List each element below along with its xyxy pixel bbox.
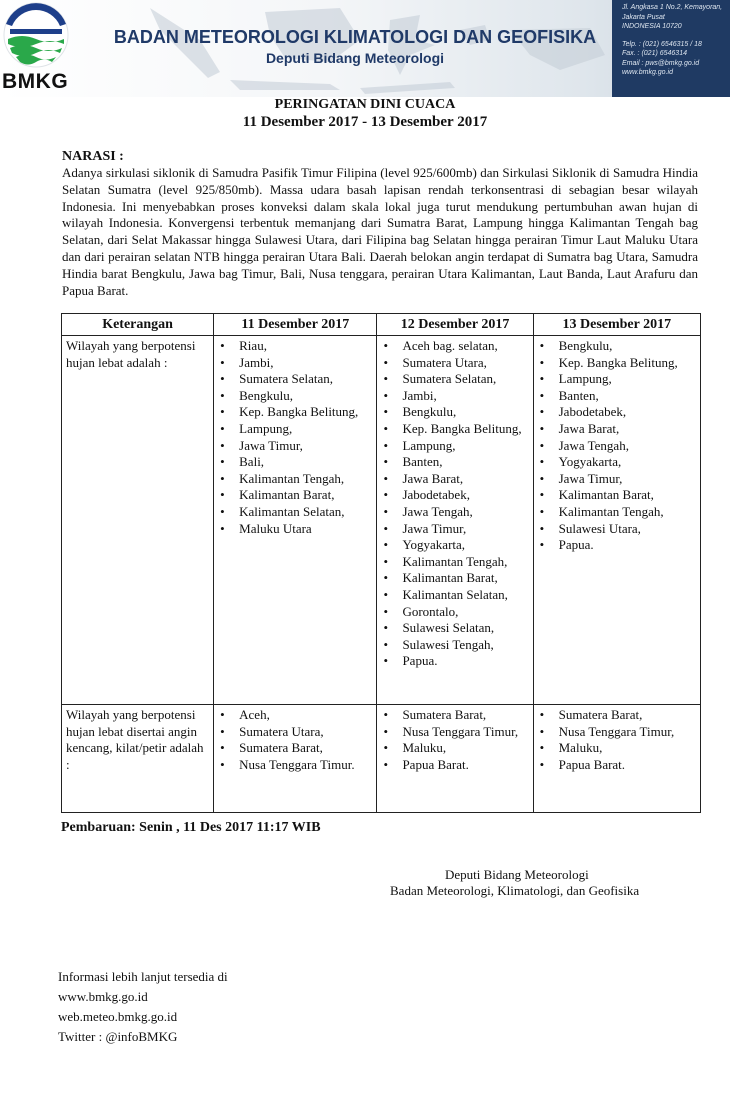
list-item: • Bengkulu, xyxy=(538,338,696,355)
header-day1: 11 Desember 2017 xyxy=(214,314,377,336)
twitter-handle[interactable]: Twitter : @infoBMKG xyxy=(58,1029,178,1044)
list-item: • Bali, xyxy=(218,454,372,471)
table-row xyxy=(62,705,701,813)
address-line: Jakarta Pusat xyxy=(622,13,665,21)
list-item: • Jawa Timur, xyxy=(381,521,528,538)
list-item: • Sumatera Utara, xyxy=(381,355,528,372)
list-item: • Sumatera Selatan, xyxy=(218,371,372,388)
header-day3: 13 Desember 2017 xyxy=(533,314,700,336)
list-item: • Kep. Bangka Belitung, xyxy=(218,404,372,421)
signature-org: Badan Meteorologi, Klimatologi, dan Geofisika xyxy=(390,883,640,898)
list-item: • Aceh bag. selatan, xyxy=(381,338,528,355)
document-date-range: 11 Desember 2017 - 13 Desember 2017 xyxy=(242,114,488,130)
more-info xyxy=(58,967,228,1047)
web-line: www.bmkg.go.id xyxy=(622,69,673,76)
list-item: • Jabodetabek, xyxy=(538,404,696,421)
list-item: • Maluku, xyxy=(381,740,528,757)
list-item: • Banten, xyxy=(538,388,696,405)
org-subtitle: Deputi Bidang Meteorologi xyxy=(265,50,445,66)
header-day2: 12 Desember 2017 xyxy=(377,314,533,336)
list-item: • Jawa Timur, xyxy=(218,438,372,455)
update-timestamp: Pembaruan: Senin , 11 Des 2017 11:17 WIB xyxy=(61,820,321,835)
list-item: • Papua Barat. xyxy=(538,757,696,774)
list-item: • Kalimantan Tengah, xyxy=(218,471,372,488)
meteo-website-link[interactable]: web.meteo.bmkg.go.id xyxy=(58,1009,178,1024)
day3-regions xyxy=(533,336,700,705)
day2-regions xyxy=(377,705,533,813)
indonesia-map-watermark xyxy=(90,0,610,97)
telp-line: Telp. : (021) 6546315 / 18 xyxy=(622,40,702,48)
list-item: • Jabodetabek, xyxy=(381,487,528,504)
list-item: • Jawa Tengah, xyxy=(538,438,696,455)
list-item: • Maluku Utara xyxy=(218,521,372,538)
row-description: Wilayah yang berpotensi hujan lebat disertai angin kencang, kilat/petir adalah : xyxy=(62,705,214,813)
list-item: • Sumatera Utara, xyxy=(218,724,372,741)
row-description: Wilayah yang berpotensi hujan lebat adalah : xyxy=(62,336,214,705)
list-item: • Jambi, xyxy=(218,355,372,372)
list-item: • Yogyakarta, xyxy=(538,454,696,471)
list-item: • Kalimantan Barat, xyxy=(538,487,696,504)
address-line: Jl. Angkasa 1 No.2, Kemayoran, xyxy=(622,4,723,11)
list-item: • Sulawesi Tengah, xyxy=(381,637,528,654)
list-item: • Nusa Tenggara Timur. xyxy=(218,757,372,774)
list-item: • Kalimantan Selatan, xyxy=(218,504,372,521)
list-item: • Kalimantan Selatan, xyxy=(381,587,528,604)
list-item: • Sulawesi Utara, xyxy=(538,521,696,538)
info-line: Informasi lebih lanjut tersedia di xyxy=(58,969,228,984)
day3-regions xyxy=(533,705,700,813)
day2-regions xyxy=(377,336,533,705)
list-item: • Nusa Tenggara Timur, xyxy=(538,724,696,741)
org-name: BADAN METEOROLOGI KLIMATOLOGI DAN GEOFISIKA xyxy=(113,27,597,47)
list-item: • Jambi, xyxy=(381,388,528,405)
list-item: • Kep. Bangka Belitung, xyxy=(381,421,528,438)
day1-regions xyxy=(214,336,377,705)
list-item: • Lampung, xyxy=(538,371,696,388)
list-item: • Jawa Timur, xyxy=(538,471,696,488)
list-item: • Maluku, xyxy=(538,740,696,757)
list-item: • Kalimantan Barat, xyxy=(381,570,528,587)
list-item: • Papua. xyxy=(381,653,528,670)
header-keterangan: Keterangan xyxy=(62,314,214,336)
day1-regions xyxy=(214,705,377,813)
list-item: • Sumatera Barat, xyxy=(381,707,528,724)
logo-text: BMKG xyxy=(2,70,69,93)
fax-line: Fax. : (021) 6546314 xyxy=(622,50,687,57)
list-item: • Gorontalo, xyxy=(381,604,528,621)
list-item: • Lampung, xyxy=(218,421,372,438)
list-item: • Papua Barat. xyxy=(381,757,528,774)
list-item: • Sulawesi Selatan, xyxy=(381,620,528,637)
website-link[interactable]: www.bmkg.go.id xyxy=(58,989,148,1004)
document-title: PERINGATAN DINI CUACA xyxy=(274,97,456,112)
list-item: • Bengkulu, xyxy=(381,404,528,421)
list-item: • Aceh, xyxy=(218,707,372,724)
table-header-row xyxy=(62,314,701,336)
signature-title: Deputi Bidang Meteorologi xyxy=(445,867,589,882)
warning-table xyxy=(61,313,701,813)
list-item: • Jawa Barat, xyxy=(538,421,696,438)
list-item: • Bengkulu, xyxy=(218,388,372,405)
narasi-text: Adanya sirkulasi siklonik di Samudra Pasifik Timur Filipina (level 925/600mb) dan Sirkulasi Siklonik di Samudra Hindia Selatan Sumatra (level 925/850mb). Massa udara basah lapisan rendah terkonsentrasi di sebagian besar wilayah Indonesia. Ini menyebabkan proses konveksi dalam skala lokal juga turut mendukung pertumbuhan awan hujan di wilayah Indonesia. Konvergensi terbentuk memanjang dari Sumatra Barat, Lampung hingga Kalimantan Tengah bag Selatan, dari Selat Makassar hingga Sulawesi Utara, dari Filipina bag Selatan hingga perairan Timur Laut Maluku Utara dan dari perairan selatan NTB hingga perairan Utara Bali. Daerah belokan angin terdapat di Sumatra bag Utara, Samudra Hindia barat Bengkulu, Jawa bag Timur, Bali, Nusa tenggara, perairan Utara Kalimantan, Laut Banda, Laut Arafuru dan Papua Barat. xyxy=(62,165,698,298)
email-line: Email : pws@bmkg.go.id xyxy=(622,59,700,67)
table-row xyxy=(62,336,701,705)
list-item: • Banten, xyxy=(381,454,528,471)
list-item: • Riau, xyxy=(218,338,372,355)
list-item: • Lampung, xyxy=(381,438,528,455)
list-item: • Yogyakarta, xyxy=(381,537,528,554)
list-item: • Kalimantan Barat, xyxy=(218,487,372,504)
list-item: • Kalimantan Tengah, xyxy=(381,554,528,571)
address-line: INDONESIA 10720 xyxy=(622,23,682,30)
list-item: • Jawa Barat, xyxy=(381,471,528,488)
list-item: • Sumatera Barat, xyxy=(538,707,696,724)
list-item: • Sumatera Barat, xyxy=(218,740,372,757)
letterhead xyxy=(0,0,730,97)
list-item: • Kalimantan Tengah, xyxy=(538,504,696,521)
list-item: • Kep. Bangka Belitung, xyxy=(538,355,696,372)
list-item: • Papua. xyxy=(538,537,696,554)
contact-panel xyxy=(612,0,730,97)
list-item: • Sumatera Selatan, xyxy=(381,371,528,388)
list-item: • Nusa Tenggara Timur, xyxy=(381,724,528,741)
list-item: • Jawa Tengah, xyxy=(381,504,528,521)
narasi-label: NARASI : xyxy=(62,149,124,164)
